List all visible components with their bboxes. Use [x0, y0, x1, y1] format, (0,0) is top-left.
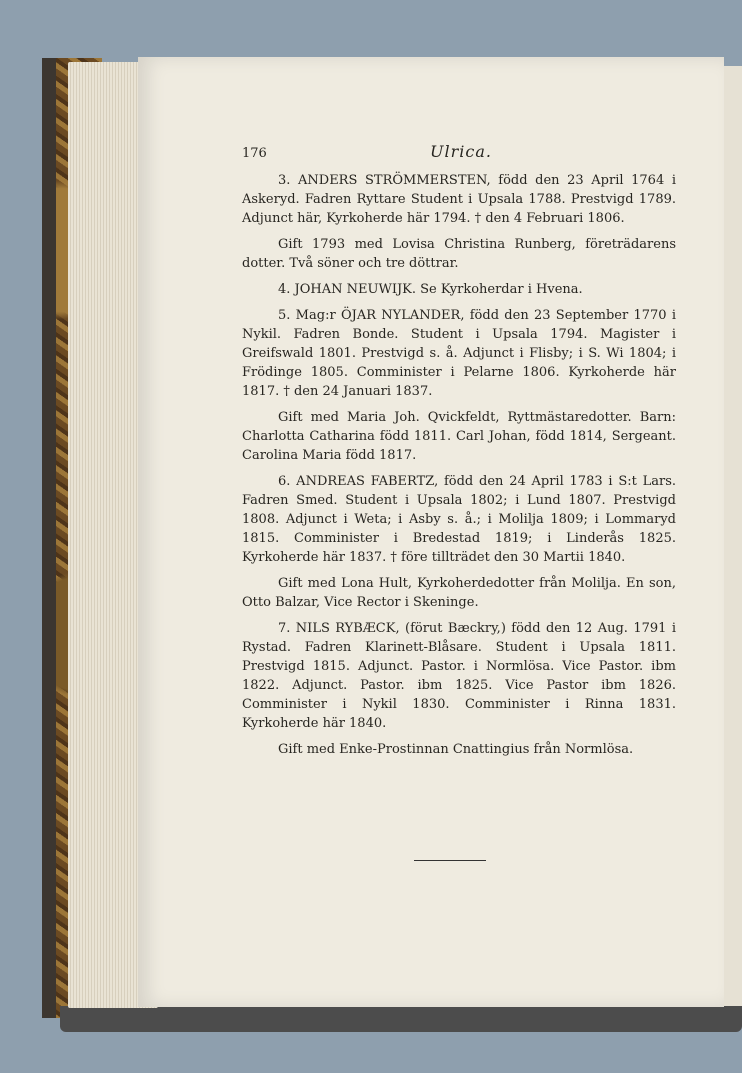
paragraph: 4. JOHAN NEUWIJK. Se Kyrkoherdar i Hvena.	[278, 282, 583, 297]
page-header	[242, 140, 676, 164]
cover-spine-edge	[42, 58, 56, 1018]
paragraph: 7. NILS RYBÆCK, (förut Bæckry,) född den 12 Aug. 1791 i Rystad. Fadren Klarinett-Blåsare. Student i Upsala 1811. Prestvigd 1815. Adjunct. Pastor. i Normlösa. Vice Pastor. ibm 1822. Adjunct. Pastor. ibm 1825. Vice Pastor ibm 1826. Comminister i Nykil 1830. Comminister i Rinna 1831. Kyrkoherde här 1840.	[242, 621, 676, 731]
page-text	[242, 140, 676, 766]
paragraph: Gift med Maria Joh. Qvickfeldt, Ryttmästaredotter. Barn: Charlotta Catharina född 1811. Carl Johan, född 1814, Sergeant. Carolina Maria född 1817.	[242, 410, 676, 463]
end-rule-divider	[414, 860, 486, 861]
paragraph: 6. ANDREAS FABERTZ, född den 24 April 1783 i S:t Lars. Fadren Smed. Student i Upsala 1802; i Lund 1807. Prestvigd 1808. Adjunct i Weta; i Asby s. å.; i Molilja 1809; i Lommaryd 1815. Comminister i Bredestad 1819; i Linderås 1825. Kyrkoherde här 1837. † före tillträdet den 30 Martii 1840.	[242, 474, 676, 565]
paragraph: Gift 1793 med Lovisa Christina Runberg, företrädarens dotter. Två söner och tre döttrar.	[242, 237, 676, 271]
paragraph: 5. Mag:r ÖJAR NYLANDER, född den 23 September 1770 i Nykil. Fadren Bonde. Student i Upsala 1794. Magister i Greifswald 1801. Prestvigd s. å. Adjunct i Flisby; i S. Wi 1804; i Frödinge 1805. Comminister i Pelarne 1806. Kyrkoherde här 1817. † den 24 Januari 1837.	[242, 308, 676, 399]
paragraph: Gift med Enke-Prostinnan Cnattingius från Normlösa.	[278, 742, 634, 757]
page-number: 176	[242, 146, 267, 161]
paragraph: 3. ANDERS STRÖMMERSTEN, född den 23 April 1764 i Askeryd. Fadren Ryttare Student i Upsala 1788. Prestvigd 1789. Adjunct här, Kyrkoherde här 1794. † den 4 Februari 1806.	[242, 173, 676, 226]
running-title: Ulrica.	[430, 142, 492, 161]
paragraph: Gift med Lona Hult, Kyrkoherdedotter från Molilja. En son, Otto Balzar, Vice Rector i Skeninge.	[242, 576, 676, 610]
book-bottom-edge	[60, 1006, 742, 1032]
